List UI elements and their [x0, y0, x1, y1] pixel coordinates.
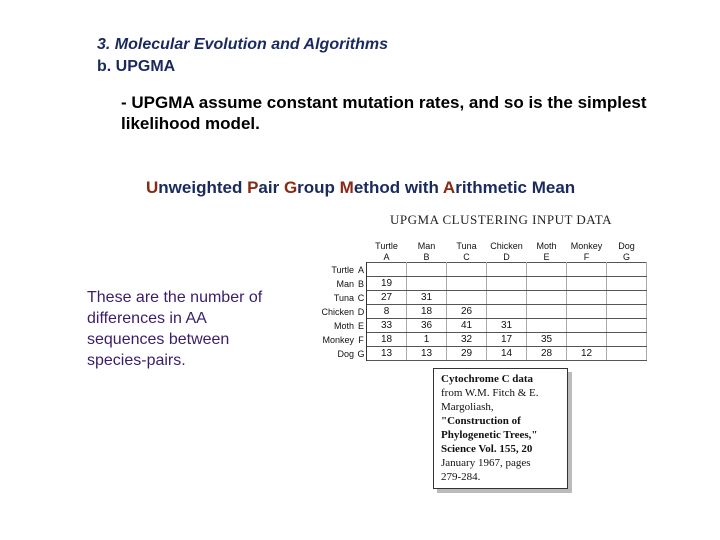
upgma-full-name — [146, 178, 575, 198]
matrix-cell: 33 — [367, 319, 407, 333]
word-rest-5: rithmetic Mean — [455, 178, 576, 197]
matrix-cell — [527, 277, 567, 291]
row-name: Tuna — [333, 292, 354, 303]
table-row — [316, 305, 647, 319]
matrix-cell — [607, 333, 647, 347]
matrix-cell — [567, 319, 607, 333]
corner-cell — [356, 240, 367, 251]
word-rest-4: ethod with — [353, 178, 443, 197]
row-code: C — [356, 291, 367, 305]
distance-matrix-table — [316, 240, 647, 361]
initial-u: U — [146, 178, 159, 197]
matrix-cell: 31 — [407, 291, 447, 305]
matrix-cell: 18 — [407, 305, 447, 319]
matrix-cell: 12 — [567, 347, 607, 361]
column-name: Chicken — [490, 240, 523, 251]
matrix-cell: 41 — [447, 319, 487, 333]
row-code: A — [356, 263, 367, 277]
column-name-row — [316, 240, 647, 251]
matrix-cell: 18 — [367, 333, 407, 347]
column-name: Moth — [536, 240, 557, 251]
matrix-cell: 28 — [527, 347, 567, 361]
matrix-cell — [567, 333, 607, 347]
initial-p: P — [247, 178, 259, 197]
column-name: Tuna — [456, 240, 477, 251]
corner-cell — [356, 251, 367, 263]
table-row — [316, 277, 647, 291]
table-title: UPGMA CLUSTERING INPUT DATA — [390, 212, 613, 227]
matrix-cell: 13 — [367, 347, 407, 361]
matrix-cell: 35 — [527, 333, 567, 347]
row-code: F — [356, 333, 367, 347]
citation-line: 279-284. — [441, 471, 481, 483]
column-code: G — [622, 251, 630, 262]
matrix-cell — [487, 277, 527, 291]
matrix-cell — [567, 291, 607, 305]
column-name: Dog — [618, 240, 635, 251]
corner-cell — [316, 240, 356, 251]
matrix-cell: 32 — [447, 333, 487, 347]
matrix-cell — [607, 277, 647, 291]
initial-a: A — [442, 178, 456, 197]
row-name: Man — [336, 278, 354, 289]
citation-line: Science Vol. 155, 20 — [441, 443, 533, 455]
matrix-cell — [487, 291, 527, 305]
column-name: Monkey — [570, 240, 603, 251]
row-code: B — [356, 277, 367, 291]
matrix-cell — [527, 291, 567, 305]
matrix-cell — [607, 291, 647, 305]
matrix-cell: 27 — [367, 291, 407, 305]
matrix-cell — [567, 305, 607, 319]
matrix-cell: 31 — [487, 319, 527, 333]
word-rest-2: air — [258, 178, 284, 197]
column-name: Turtle — [375, 240, 398, 251]
row-name: Chicken — [321, 306, 354, 317]
column-name: Man — [417, 240, 436, 251]
matrix-cell — [607, 305, 647, 319]
citation-box — [433, 368, 568, 489]
column-code: A — [383, 251, 390, 262]
citation-line: Margoliash, — [441, 401, 494, 413]
citation-line: January 1967, pages — [441, 457, 531, 469]
matrix-cell: 13 — [407, 347, 447, 361]
matrix-cell — [607, 263, 647, 277]
column-code: D — [503, 251, 510, 262]
matrix-cell — [407, 263, 447, 277]
section-heading: 3. Molecular Evolution and Algorithms — [97, 36, 388, 53]
row-code: D — [356, 305, 367, 319]
word-rest-3: roup — [297, 178, 340, 197]
row-name: Turtle — [331, 264, 354, 275]
matrix-cell — [567, 263, 607, 277]
column-code-row — [316, 251, 647, 263]
bullet-text: - UPGMA assume constant mutation rates, and so is the simplest likelihood model. — [121, 93, 647, 133]
matrix-cell: 19 — [367, 277, 407, 291]
matrix-cell: 17 — [487, 333, 527, 347]
table-row — [316, 319, 647, 333]
matrix-cell: 8 — [367, 305, 407, 319]
matrix-cell — [447, 263, 487, 277]
matrix-cell — [367, 263, 407, 277]
row-code: G — [357, 348, 365, 359]
matrix-cell — [527, 319, 567, 333]
word-rest-1: nweighted — [158, 178, 248, 197]
matrix-cell — [487, 263, 527, 277]
matrix-cell: 29 — [447, 347, 487, 361]
citation-line: Cytochrome C data — [441, 373, 534, 385]
matrix-cell — [407, 277, 447, 291]
column-code: E — [543, 251, 550, 262]
matrix-cell: 14 — [487, 347, 527, 361]
matrix-cell: 26 — [447, 305, 487, 319]
matrix-cell — [487, 305, 527, 319]
citation-line: "Construction of — [441, 415, 521, 427]
citation-line: from W.M. Fitch & E. — [441, 387, 539, 399]
matrix-cell — [447, 291, 487, 305]
row-code: E — [356, 319, 367, 333]
matrix-cell — [447, 277, 487, 291]
subsection-heading: b. UPGMA — [97, 58, 176, 75]
matrix-cell — [527, 305, 567, 319]
corner-cell — [316, 251, 356, 263]
row-name: Monkey — [322, 334, 354, 345]
table-row — [316, 347, 647, 361]
column-code: F — [583, 251, 590, 262]
matrix-cell: 1 — [407, 333, 447, 347]
column-code: B — [423, 251, 430, 262]
row-name: Dog — [337, 348, 354, 359]
matrix-cell — [567, 277, 607, 291]
table-row — [316, 263, 647, 277]
matrix-cell: 36 — [407, 319, 447, 333]
matrix-cell — [607, 319, 647, 333]
citation-line: Phylogenetic Trees," — [441, 429, 538, 441]
table-row — [316, 333, 647, 347]
matrix-cell — [607, 347, 647, 361]
initial-m: M — [339, 178, 354, 197]
table-row — [316, 291, 647, 305]
matrix-cell — [527, 263, 567, 277]
initial-g: G — [283, 178, 298, 197]
differences-note: These are the number of differences in AA sequences between species-pairs. — [87, 289, 263, 369]
column-code: C — [463, 251, 470, 262]
row-name: Moth — [333, 320, 354, 331]
